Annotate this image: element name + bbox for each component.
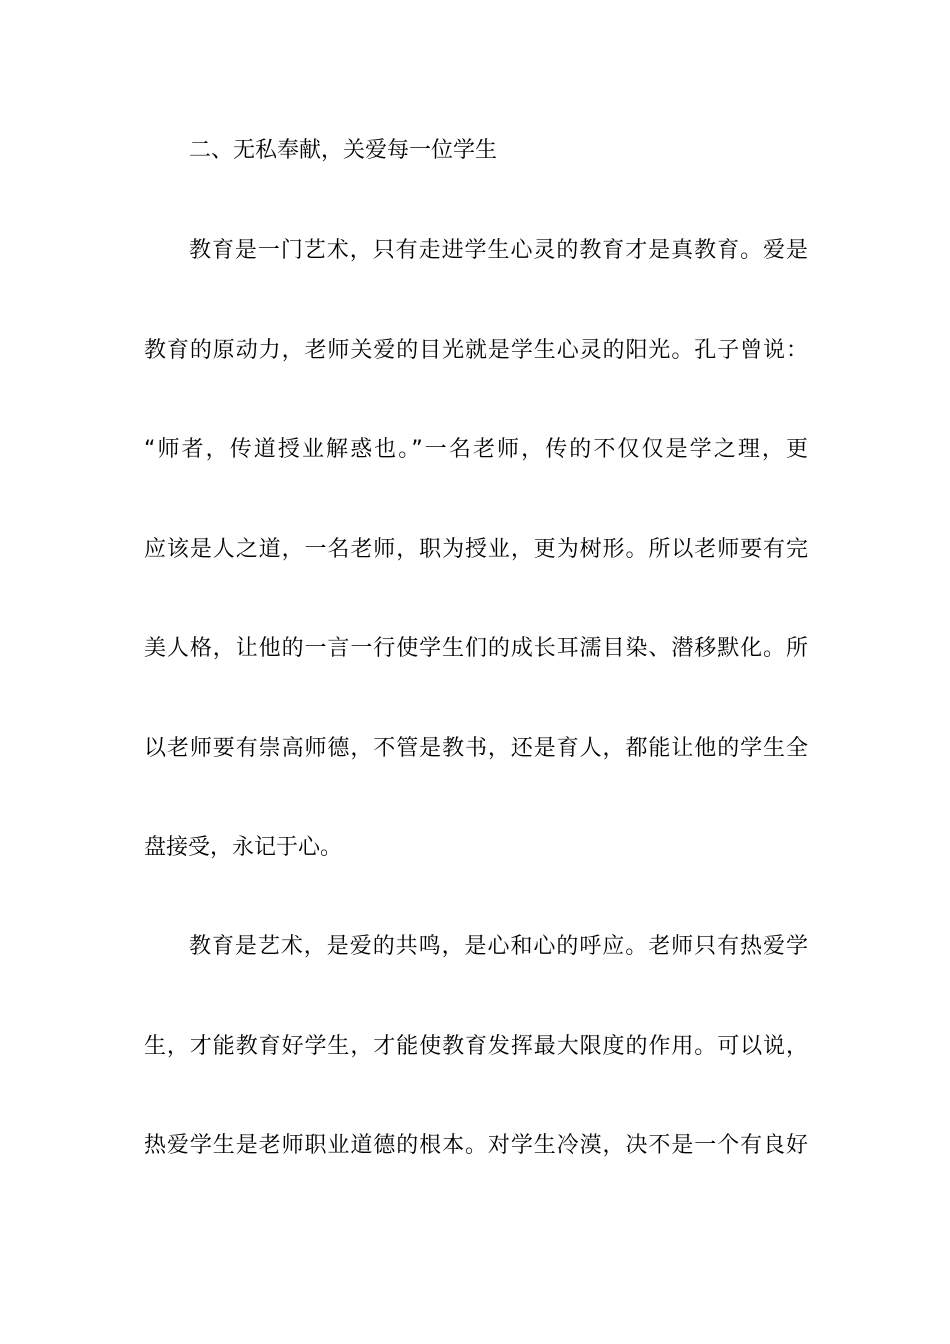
paragraph-1-line-6: 以老师要有崇高师德，不管是教书，还是育人，都能让他的学生全	[144, 736, 808, 761]
paragraph-1-line-3: “师者，传道授业解惑也。”一名老师，传的不仅仅是学之理，更	[144, 437, 808, 462]
paragraph-2-line-3: 热爱学生是老师职业道德的根本。对学生冷漠，决不是一个有良好	[144, 1133, 808, 1158]
section-heading: 二、无私奉献，关爱每一位学生	[189, 138, 498, 163]
paragraph-2-line-1: 教育是艺术，是爱的共鸣，是心和心的呼应。老师只有热爱学	[189, 934, 808, 959]
paragraph-1-line-2: 教育的原动力，老师关爱的目光就是学生心灵的阳光。孔子曾说：	[144, 338, 808, 363]
paragraph-1-line-7: 盘接受，永记于心。	[144, 835, 343, 860]
paragraph-1-line-5: 美人格，让他的一言一行使学生们的成长耳濡目染、潜移默化。所	[144, 636, 808, 661]
paragraph-1-line-1: 教育是一门艺术，只有走进学生心灵的教育才是真教育。爱是	[189, 238, 808, 263]
paragraph-1-line-4: 应该是人之道，一名老师，职为授业，更为树形。所以老师要有完	[144, 537, 808, 562]
paragraph-2-line-2: 生，才能教育好学生，才能使教育发挥最大限度的作用。可以说，	[144, 1034, 808, 1059]
